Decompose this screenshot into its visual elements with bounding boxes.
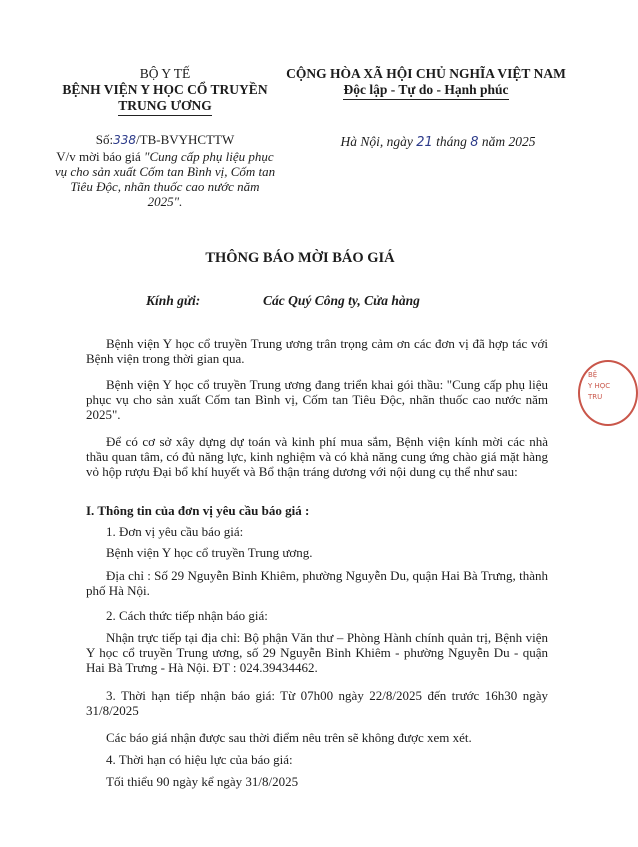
stamp-line1: BỆ <box>588 371 598 379</box>
date-day-handwritten: 21 <box>416 135 433 150</box>
document-subject <box>52 149 278 209</box>
national-header <box>276 66 576 100</box>
item-deadline-note: Các báo giá nhận được sau thời điểm nêu trên sẽ không được xem xét. <box>106 730 472 745</box>
doc-number-handwritten: 338 <box>113 133 137 147</box>
item-requester: 1. Đơn vị yêu cầu báo giá: <box>106 524 244 539</box>
item-validity-value: Tối thiểu 90 ngày kể ngày 31/8/2025 <box>106 774 299 789</box>
stamp-line2: Y HỌC <box>588 382 611 390</box>
item-receive-method-value: Nhận trực tiếp tại địa chỉ: Bộ phận Văn thư – Phòng Hành chính quản trị, Bệnh viện Y học cổ truyền Trung ương, số 29 Nguyễn Bỉnh Khiêm - phường Nguyễn Du - quận Hai Bà Trưng - Hà Nội. ĐT : 024.39434462. <box>86 630 548 675</box>
doc-number-prefix: Số: <box>95 132 114 147</box>
stamp-line3: TRU <box>588 393 603 401</box>
document-title: THÔNG BÁO MỜI BÁO GIÁ <box>205 250 395 266</box>
paragraph-package: Bệnh viện Y học cổ truyền Trung ương đang triển khai gói thầu: "Cung cấp phụ liệu phục vụ cho sản xuất Cốm tan Bình vị, Cốm tan Tiêu Độc, nhãn thuốc cao nước năm 2025". <box>86 377 548 422</box>
hospital-name-line1: BỆNH VIỆN Y HỌC CỔ TRUYỀN <box>62 82 268 97</box>
document-date <box>300 134 576 150</box>
subject-prefix: V/v mời báo giá <box>56 149 145 164</box>
item-deadline: 3. Thời hạn tiếp nhận báo giá: Từ 07h00 ngày 22/8/2025 đến trước 16h30 ngày 31/8/2025 <box>86 688 548 718</box>
section-heading: I. Thông tin của đơn vị yêu cầu báo giá : <box>86 503 310 518</box>
issuer-block <box>52 66 278 116</box>
greeting-recipient: Các Quý Công ty, Cửa hàng <box>263 293 420 308</box>
item-receive-method: 2. Cách thức tiếp nhận báo giá: <box>106 608 268 623</box>
ministry-name: BỘ Y TẾ <box>139 66 191 81</box>
paragraph-thanks: Bệnh viện Y học cổ truyền Trung ương trân trọng cảm ơn các đơn vị đã hợp tác với Bệnh viện trong thời gian qua. <box>86 336 548 366</box>
republic-name: CỘNG HÒA XÃ HỘI CHỦ NGHĨA VIỆT NAM <box>286 66 566 81</box>
date-year: năm 2025 <box>481 134 536 149</box>
national-motto: Độc lập - Tự do - Hạnh phúc <box>343 82 508 100</box>
document-number <box>52 132 278 148</box>
red-seal-stamp <box>578 360 638 426</box>
date-prefix: Hà Nội, ngày <box>340 134 413 149</box>
item-requester-value: Bệnh viện Y học cổ truyền Trung ương. <box>106 545 313 560</box>
doc-number-suffix: /TB-BVYHCTTW <box>136 132 235 147</box>
subject-text: "Cung cấp phụ liệu phục vụ cho sản xuất Cốm tan Bình vị, Cốm tan Tiêu Độc, nhãn thuốc cao nước năm 2025". <box>54 149 276 209</box>
date-month-label: tháng <box>436 134 467 149</box>
item-validity: 4. Thời hạn có hiệu lực của báo giá: <box>106 752 293 767</box>
item-address: Địa chỉ : Số 29 Nguyễn Bỉnh Khiêm, phường Nguyễn Du, quận Hai Bà Trưng, thành phố Hà Nội. <box>86 568 548 598</box>
paragraph-invitation: Để có cơ sở xây dựng dự toán và kinh phí mua sắm, Bệnh viện kính mời các nhà thầu quan tâm, có đủ năng lực, kinh nghiệm và có khả năng cung ứng chào giá mặt hàng vỏ hộp rượu Đại bổ khí huyết và Bổ thận tráng dương với nội dung cụ thể như sau: <box>86 434 548 479</box>
greeting-label: Kính gửi: <box>146 293 201 308</box>
date-month-handwritten: 8 <box>470 135 479 150</box>
hospital-name-line2: TRUNG ƯƠNG <box>118 98 212 116</box>
